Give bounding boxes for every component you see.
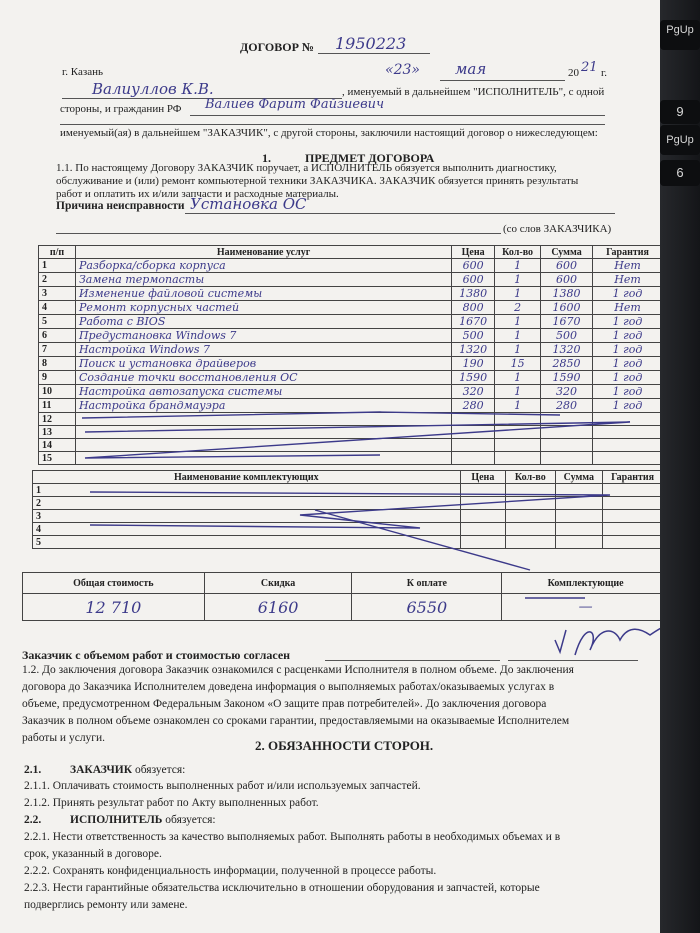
- services-table: [38, 245, 660, 465]
- parts-num: 4: [33, 523, 461, 536]
- col-qty: Кол-во: [495, 246, 541, 259]
- service-qty: 1: [495, 399, 541, 413]
- from-customer-note: (со слов ЗАКАЗЧИКА): [503, 223, 612, 235]
- s221-line2: срок, указанный в договоре.: [24, 848, 162, 860]
- agreement-p12-line5: работы и услуги.: [22, 732, 106, 744]
- parts-num: 3: [33, 510, 461, 523]
- service-price: 600: [452, 273, 495, 287]
- service-warranty: Нет: [593, 273, 660, 287]
- service-row: [39, 343, 661, 357]
- service-qty: 1: [495, 287, 541, 301]
- col-service-name: Наименование услуг: [75, 246, 451, 259]
- parts-num: 1: [33, 484, 461, 497]
- service-qty: [495, 452, 541, 465]
- service-name: Замена термопасты: [75, 273, 451, 287]
- service-qty: 1: [495, 259, 541, 273]
- section1-number: 1.: [262, 151, 271, 165]
- contract-title: ДОГОВОР №: [240, 40, 314, 54]
- pgup-key: PgUp: [660, 20, 700, 50]
- parts-cell: [506, 484, 555, 497]
- parts-row: [33, 484, 661, 497]
- service-sum: 320: [541, 385, 593, 399]
- service-row: [39, 273, 661, 287]
- section2-title: 2. ОБЯЗАННОСТИ СТОРОН.: [255, 738, 434, 753]
- service-qty: [495, 426, 541, 439]
- totals-table: [22, 572, 660, 621]
- parts-cell: [603, 523, 660, 536]
- service-sum: 2850: [541, 357, 593, 371]
- total-cost-header: Общая стоимость: [23, 573, 205, 594]
- service-name: Работа с BIOS: [75, 315, 451, 329]
- service-sum: [541, 452, 593, 465]
- service-num: 8: [39, 357, 76, 371]
- service-sum: 500: [541, 329, 593, 343]
- parts-cell: [460, 523, 506, 536]
- total-cost-value: 12 710: [23, 594, 205, 621]
- executor-name: Валиуллов К.В.: [92, 80, 214, 98]
- service-sum: 1670: [541, 315, 593, 329]
- service-row: [39, 385, 661, 399]
- service-qty: 1: [495, 315, 541, 329]
- service-row: [39, 413, 661, 426]
- parts-cell: [460, 510, 506, 523]
- components-header: Комплектующие: [502, 573, 660, 594]
- parts-header-row: [33, 471, 661, 484]
- service-price: 190: [452, 357, 495, 371]
- service-name: Поиск и установка драйверов: [75, 357, 451, 371]
- service-warranty: 1 год: [593, 315, 660, 329]
- service-price: 320: [452, 385, 495, 399]
- service-sum: 600: [541, 259, 593, 273]
- service-qty: 1: [495, 385, 541, 399]
- col-parts-name: Наименование комплектующих: [33, 471, 461, 484]
- discount-value: 6160: [204, 594, 352, 621]
- parts-cell: [506, 510, 555, 523]
- components-value: —: [502, 594, 660, 621]
- service-warranty: [593, 452, 660, 465]
- service-qty: 1: [495, 273, 541, 287]
- col-parts-sum: Сумма: [555, 471, 603, 484]
- service-name: Создание точки восстановления ОС: [75, 371, 451, 385]
- party-line-2: стороны, и гражданин РФ: [60, 103, 182, 115]
- s22-rest: обязуется:: [162, 814, 216, 826]
- service-qty: 1: [495, 329, 541, 343]
- services-header-row: [39, 246, 661, 259]
- parts-cell: [555, 484, 603, 497]
- service-warranty: 1 год: [593, 343, 660, 357]
- contract-day: «23»: [385, 62, 420, 78]
- service-qty: [495, 439, 541, 452]
- parts-cell: [460, 536, 506, 549]
- service-name: Ремонт корпусных частей: [75, 301, 451, 315]
- service-row: [39, 259, 661, 273]
- service-name: [75, 452, 451, 465]
- service-row: [39, 452, 661, 465]
- service-warranty: 1 год: [593, 371, 660, 385]
- to-pay-value: 6550: [352, 594, 502, 621]
- service-sum: 600: [541, 273, 593, 287]
- year-suffix: 21: [581, 60, 598, 75]
- parts-num: 2: [33, 497, 461, 510]
- service-name: Предустановка Windows 7: [75, 329, 451, 343]
- service-price: 1320: [452, 343, 495, 357]
- service-num: 10: [39, 385, 76, 399]
- service-name: Разборка/сборка корпуса: [75, 259, 451, 273]
- service-sum: 1590: [541, 371, 593, 385]
- service-qty: 1: [495, 371, 541, 385]
- service-price: 500: [452, 329, 495, 343]
- service-row: [39, 287, 661, 301]
- service-price: [452, 439, 495, 452]
- to-pay-header: К оплате: [352, 573, 502, 594]
- parts-cell: [555, 536, 603, 549]
- s22-word: ИСПОЛНИТЕЛЬ: [70, 814, 163, 826]
- service-qty: 2: [495, 301, 541, 315]
- agreement-p12-line2: договора до Заказчика Исполнителем доведена информация о выполняемых работах/оказываемых услугах в: [22, 681, 555, 693]
- discount-header: Скидка: [204, 573, 352, 594]
- service-num: 7: [39, 343, 76, 357]
- section1-title: ПРЕДМЕТ ДОГОВОРА: [305, 151, 435, 165]
- service-name: Изменение файловой системы: [75, 287, 451, 301]
- s22-heading: [70, 812, 216, 828]
- service-name: [75, 426, 451, 439]
- pgup-key-2: PgUp: [660, 125, 700, 155]
- service-num: 5: [39, 315, 76, 329]
- agreement-p12-line3: объеме, предусмотренном Федеральным Законом «О защите прав потребителей». До заключения договора: [22, 698, 547, 710]
- s21-rest: обязуется:: [132, 764, 186, 776]
- col-parts-price: Цена: [460, 471, 506, 484]
- parts-cell: [506, 536, 555, 549]
- service-warranty: 1 год: [593, 329, 660, 343]
- s21-number: 2.1.: [24, 764, 42, 776]
- s22-number: 2.2.: [24, 814, 42, 826]
- fault-label: Причина неисправности: [56, 200, 185, 212]
- service-price: 1670: [452, 315, 495, 329]
- parts-cell: [555, 510, 603, 523]
- contract-number: 1950223: [335, 34, 407, 53]
- service-warranty: 1 год: [593, 385, 660, 399]
- service-row: [39, 315, 661, 329]
- service-warranty: [593, 413, 660, 426]
- fault-value: Установка ОС: [190, 195, 307, 213]
- service-num: 3: [39, 287, 76, 301]
- parts-cell: [603, 536, 660, 549]
- service-sum: [541, 413, 593, 426]
- service-warranty: 1 год: [593, 399, 660, 413]
- service-warranty: 1 год: [593, 357, 660, 371]
- agreement-p12-line1: 1.2. До заключения договора Заказчик ознакомился с расценками Исполнителя в полном объеме. До заключения: [22, 664, 574, 676]
- service-price: 600: [452, 259, 495, 273]
- service-name: Настройка брандмауэра: [75, 399, 451, 413]
- section1-p1-line2: обслуживание и (или) ремонт компьютерной техники ЗАКАЗЧИКА. ЗАКАЗЧИК обязуется принять результаты: [56, 175, 579, 187]
- service-num: 6: [39, 329, 76, 343]
- parts-cell: [506, 523, 555, 536]
- parts-row: [33, 523, 661, 536]
- service-name: [75, 413, 451, 426]
- service-warranty: Нет: [593, 259, 660, 273]
- parts-cell: [603, 484, 660, 497]
- service-name: [75, 439, 451, 452]
- agreement-label: Заказчик с объемом работ и стоимостью согласен: [22, 648, 291, 662]
- service-row: [39, 439, 661, 452]
- parts-row: [33, 536, 661, 549]
- service-price: [452, 413, 495, 426]
- service-price: 280: [452, 399, 495, 413]
- executor-text: , именуемый в дальнейшем "ИСПОЛНИТЕЛЬ", с одной: [342, 86, 605, 98]
- service-price: 800: [452, 301, 495, 315]
- totals-header-row: [23, 573, 661, 594]
- col-parts-warranty: Гарантия: [603, 471, 660, 484]
- section1-p1-line3: работ и оплатить их и/или запчасти и расходные материалы.: [56, 188, 339, 200]
- s222: 2.2.2. Сохранять конфиденциальность информации, полученной в процессе работы.: [24, 865, 437, 877]
- service-warranty: [593, 426, 660, 439]
- parts-cell: [506, 497, 555, 510]
- col-num: п/п: [39, 246, 76, 259]
- service-qty: 1: [495, 343, 541, 357]
- col-warranty: Гарантия: [593, 246, 660, 259]
- service-num: 12: [39, 413, 76, 426]
- service-qty: 15: [495, 357, 541, 371]
- service-price: 1590: [452, 371, 495, 385]
- service-sum: 1320: [541, 343, 593, 357]
- s211: 2.1.1. Оплачивать стоимость выполненных работ и/или используемых запчастей.: [24, 780, 421, 792]
- col-sum: Сумма: [541, 246, 593, 259]
- section1-p1-line1: 1.1. По настоящему Договору ЗАКАЗЧИК поручает, а ИСПОЛНИТЕЛЬ обязуется выполнить диагностику,: [56, 162, 557, 174]
- service-row: [39, 357, 661, 371]
- city: г. Казань: [62, 66, 103, 78]
- s21-heading: [70, 762, 185, 778]
- service-num: 11: [39, 399, 76, 413]
- contract-month: мая: [455, 60, 487, 78]
- service-num: 4: [39, 301, 76, 315]
- service-row: [39, 426, 661, 439]
- service-sum: [541, 426, 593, 439]
- service-sum: [541, 439, 593, 452]
- service-row: [39, 329, 661, 343]
- service-num: 2: [39, 273, 76, 287]
- service-name: Настройка Windows 7: [75, 343, 451, 357]
- parts-cell: [460, 497, 506, 510]
- key-9: 9: [660, 100, 700, 124]
- totals-value-row: [23, 594, 661, 621]
- parts-cell: [555, 523, 603, 536]
- col-parts-qty: Кол-во: [506, 471, 555, 484]
- service-row: [39, 371, 661, 385]
- s223-line1: 2.2.3. Нести гарантийные обязательства исключительно в отношении оборудования и запчастей, которые: [24, 882, 540, 894]
- parts-cell: [603, 510, 660, 523]
- parts-cell: [460, 484, 506, 497]
- parts-table: [32, 470, 660, 549]
- service-warranty: Нет: [593, 301, 660, 315]
- service-num: 9: [39, 371, 76, 385]
- s221-line1: 2.2.1. Нести ответственность за качество выполняемых работ. Выполнять работы в необходимых объемах и в: [24, 831, 561, 843]
- parts-row: [33, 510, 661, 523]
- service-name: Настройка автозапуска системы: [75, 385, 451, 399]
- service-num: 13: [39, 426, 76, 439]
- service-sum: 1380: [541, 287, 593, 301]
- service-sum: 1600: [541, 301, 593, 315]
- parts-cell: [555, 497, 603, 510]
- s212: 2.1.2. Принять результат работ по Акту выполненных работ.: [24, 797, 319, 809]
- service-warranty: 1 год: [593, 287, 660, 301]
- s223-line2: подверглись ремонту или замене.: [24, 899, 188, 911]
- service-price: [452, 426, 495, 439]
- service-num: 15: [39, 452, 76, 465]
- service-num: 1: [39, 259, 76, 273]
- year-prefix: 20: [568, 67, 579, 79]
- service-warranty: [593, 439, 660, 452]
- party-line-3: именуемый(ая) в дальнейшем "ЗАКАЗЧИК", с другой стороны, заключили настоящий договор о нижеследующем:: [60, 127, 598, 139]
- col-price: Цена: [452, 246, 495, 259]
- service-row: [39, 399, 661, 413]
- customer-name: Валиев Фарит Файзиевич: [205, 97, 385, 112]
- agreement-p12-line4: Заказчик в полном объеме ознакомлен со сроками гарантии, предоставляемыми на оказываемые Исполнителем: [22, 715, 570, 727]
- key-6: 6: [660, 160, 700, 186]
- service-num: 14: [39, 439, 76, 452]
- service-sum: 280: [541, 399, 593, 413]
- service-row: [39, 301, 661, 315]
- s21-word: ЗАКАЗЧИК: [70, 764, 133, 776]
- service-price: [452, 452, 495, 465]
- service-price: 1380: [452, 287, 495, 301]
- parts-row: [33, 497, 661, 510]
- parts-num: 5: [33, 536, 461, 549]
- service-qty: [495, 413, 541, 426]
- year-label: г.: [601, 67, 608, 79]
- parts-cell: [603, 497, 660, 510]
